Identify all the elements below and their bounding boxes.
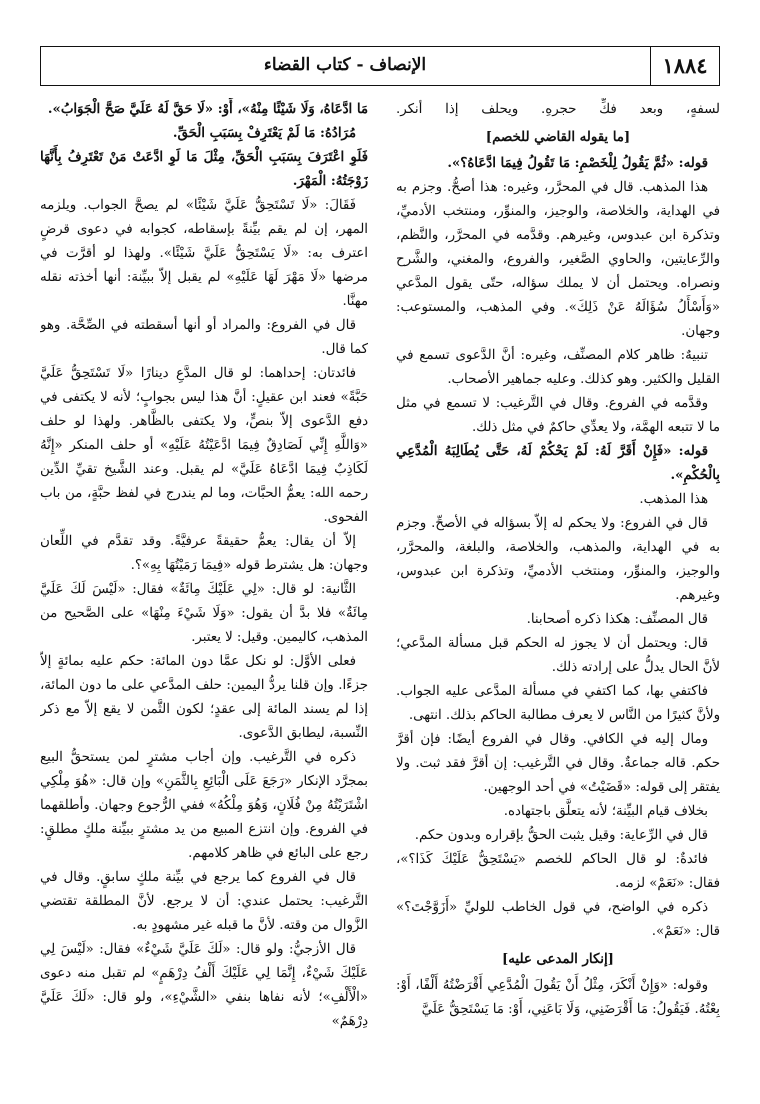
paragraph: لسفهٍ، وبعد فكِّ حجرهِ. ويحلف إذا أنكر. [396,102,720,117]
page-header [40,46,720,86]
paragraph: وقدَّمه في الفروع. وقال في التَّرغيب: لا تسمع في مثل ما لا تتبعه الهمَّة، ولا يعدِّي حاكمٌ في مثل ذلك. [396,396,720,435]
quoted-matn: قوله: «ثُمَّ يَقُولُ لِلْخَصْمِ: مَا تَقُولُ فِيمَا ادَّعَاهُ؟». [447,156,708,171]
paragraph: قال في الفروع: ولا يحكم له إلاّ بسؤاله في الأصحِّ. وجزم به في الهداية، والمذهب، والخلاصة، والبلغة، والمحرَّر، والوجيز، والمنوِّر، ومنتخب الأدميِّ، وتذكرة ابن عبدوس، وغيرهم. [396,516,720,603]
paragraph: هذا المذهب. قال في المحرَّر، وغيره: هذا أصحُّ. وجزم به في الهداية، والخلاصة، والوجيز، والمنوِّر، ومنتخب الأدميِّ، وتذكرة ابن عبدوس، وغيرهم. وقدَّمه في المحرَّر، والنَّظم، والرِّعايتين، والحاوي الصَّغير، والفروع، والمغني، والشَّرح ونصراه. ويحتمل أن لا يملك سؤاله، حتّى يقول المدَّعي «وَأَسْأَلُ سُؤَالَهُ عَنْ ذَلِكَ». وفي المذهب، والمستوعب: وجهان. [396,180,720,339]
paragraph: فائدتان: إحداهما: لو قال المدَّعِ دينارًا «لَا تَسْتَحِقُّ عَلَيَّ حَبَّةً» فعند ابن عقيلٍ: أنَّ هذا ليس بجوابٍ؛ لأنه لا يكتفى في دفع الدَّعوى إلاّ بنصٍّ، ولا يكتفى بالظَّاهر. ولهذا لو حلف «وَاللَّهِ إِنِّي لَصَادِقٌ فِيمَا ادَّعَيْتُهُ عَلَيْهِ» أو حلف المنكر «إِنَّهُ لَكَاذِبٌ فِيمَا ادَّعَاهُ عَلَيَّ» لم يقبل. وعند الشَّيخ تقيِّ الدِّين رحمه الله: يعمُّ الحبَّات، وما لم يندرج في لفظ حبَّةٍ، من باب الفحوى. [40,366,368,525]
paragraph: فَقَالَ: «لَا تَسْتَحِقُّ عَلَيَّ شَيْئًا» لم يصحَّ الجواب. ويلزمه المهر، إن لم يقم بيِّنةً بإسقاطه، كجوابه في دعوى قرضٍ اعترف به: «لَا يَسْتَحِقُّ عَلَيَّ شَيْئًا». ولهذا لو أقرَّت في مرضها «لَا مَهْرَ لَهَا عَلَيْهِ» لم يقبل إلاّ ببيِّنة: أنها أخذته نقله مهنَّا. [40,198,368,309]
paragraph: هذا المذهب. [639,492,708,507]
paragraph: قال في الرِّعاية: وقيل يثبت الحقُّ بإقراره وبدون حكم. [414,828,708,843]
quoted-matn: مُرَادُهُ: مَا لَمْ يَعْتَرِفْ بِسَبَبِ الْحَقِّ. [172,126,356,141]
section-heading: [ما يقوله القاضي للخصم] [485,130,631,145]
paragraph: فائدةٌ: لو قال الحاكم للخصم «يَسْتَحِقُّ عَلَيْكَ كَذَا؟»، فقال: «نَعَمْ» لزمه. [396,852,720,891]
paragraph: قال في الفروع كما يرجع في بيِّنة ملكٍ سابقٍ. وقال في التَّرغيب: يحتمل عندي: أن لا يرجع. لأنَّ المطلقة تقتضي الزَّوال من وقته. لأنَّ ما قبله غير مشهودٍ به. [40,870,368,933]
paragraph: قال: ويحتمل أن لا يجوز له الحكم قبل مسألة المدَّعي؛ لأنَّ الحال يدلُّ على إرادته ذلك. [396,636,720,675]
quoted-matn: مَا ادَّعَاهُ، وَلَا شَيْئًا مِنْهُ»، أَوْ: «لَا حَقَّ لَهُ عَلَيَّ صَحَّ الْجَوَابُ». [47,102,368,117]
paragraph: بخلاف قيام البيِّنة؛ لأنه يتعلَّق باجتهاده. [503,804,708,819]
quoted-matn: قوله: «فَإِنْ أَقَرَّ لَهُ: لَمْ يَحْكُمْ لَهُ، حَتَّى يُطَالِبَهُ الْمُدَّعِي بِالْحُكْمِ». [396,444,720,483]
paragraph: الثَّانية: لو قال: «لِي عَلَيْكَ مِائَةٌ» فقال: «لَيْسَ لَكَ عَلَيَّ مِائَةٌ» فلا بدَّ أن يقول: «وَلَا شَيْءَ مِنْهَا» على الصَّحيح من المذهب، كاليمين. وقيل: لا يعتبر. [40,582,368,645]
paragraph: تنبيهٌ: ظاهر كلام المصنِّف، وغيره: أنَّ الدَّعوى تسمع في القليل والكثير. وهو كذلك. وعليه جماهير الأصحاب. [396,348,720,387]
section-heading: [إنكار المدعى عليه] [502,952,614,967]
paragraph: قال في الفروع: والمراد أو أنها أسقطته في الصِّحَّة. وهو كما قال. [40,318,368,357]
paragraph: فعلى الأوَّل: لو نكل عمَّا دون المائة: حكم عليه بمائةٍ إلاّ جزءًا. وإن قلنا يردُّ اليمين: حلف المدَّعي على ما دون المائة، إذا لم يسند المائة إلى عقدٍ؛ لكون الثَّمن لا يقع إلاّ مع ذكر النِّسبة، ليطابق الدَّعوى. [40,654,368,741]
paragraph: قال المصنِّف: هكذا ذكره أصحابنا. [526,612,708,627]
left-column [40,98,368,1098]
running-title: الإنصاف - كتاب القضاء [263,55,427,75]
paragraph: ذكره في التَّرغيب. وإن أجاب مشترٍ لمن يستحقُّ البيع بمجرَّد الإنكار «رَجَعَ عَلَى الْبَائِعِ بِالثَّمَنِ» وإن قال: «هُوَ مِلْكِي اشْتَرَيْتُهُ مِنْ فُلَانٍ، وَهُوَ مِلْكُهُ» ففي الرُّجوع وجهان. وأطلقهما في الفروع. وإن انتزع المبيع من يد مشترٍ ببيِّنة ملكٍ مطلقٍ: رجع على البائع في ظاهر كلامهم. [40,750,368,861]
paragraph: قال الأزجيُّ: ولو قال: «لَكَ عَلَيَّ شَيْءٌ» فقال: «لَيْسَ لِي عَلَيْكَ شَيْءٌ، إِنَّمَا لِي عَلَيْكَ أَلْفُ دِرْهَمٍ» لم تقبل منه دعوى «الْأَلْفِ»؛ لأنه نفاها بنفي «الشَّيْءِ»، ولو قال: «لَكَ عَلَيَّ دِرْهَمٌ» [40,942,368,1029]
page-number: ١٨٨٤ [662,53,708,78]
paragraph: وقوله: «وَإِنْ أَنْكَرَ، مِثْلُ أَنْ يَقُولَ الْمُدَّعِي أَقْرَضْتُهُ أَلْفًا، أَوْ: بِعْتُهُ. فَيَقُولُ: مَا أَقْرَضَنِي، وَلَا بَاعَنِي، أَوْ: مَا يَسْتَحِقُّ عَلَيَّ [396,978,720,1017]
quoted-matn: فَلَوِ اعْتَرَفَ بِسَبَبِ الْحَقِّ، مِثْلَ مَا لَوِ ادَّعَتْ مَنْ تَعْتَرِفُ بِأَنَّهَا زَوْجَتُهُ: الْمَهْرَ. [40,150,368,189]
paragraph: ذكره في الواضح، في قول الخاطب للوليِّ «أَزَوَّجْتَ؟» قال: «نَعَمْ». [396,900,720,939]
paragraph: ومال إليه في الكافي. وقال في الفروع أيضًا: فإن أقرَّ حكم. قاله جماعةٌ. وقال في التَّرغيب: إن أقرَّ فقد ثبت. ولا يفتقر إلى قوله: «قَضَيْتُ» في أحد الوجهين. [396,732,720,795]
paragraph: إلاّ أن يقال: يعمُّ حقيقةً عرفيَّةً. وقد تقدَّم في اللِّعان وجهان: هل يشترط قوله «فِيمَا رَمَيْتُهَا بِهِ»؟. [40,534,368,573]
right-column [396,98,720,1098]
paragraph: فاكتفي بها، كما اكتفي في مسألة المدَّعى عليه الجواب. ولأنَّ كثيرًا من النَّاس لا يعرف مطالبة الحاكم بذلك. انتهى. [396,684,720,723]
